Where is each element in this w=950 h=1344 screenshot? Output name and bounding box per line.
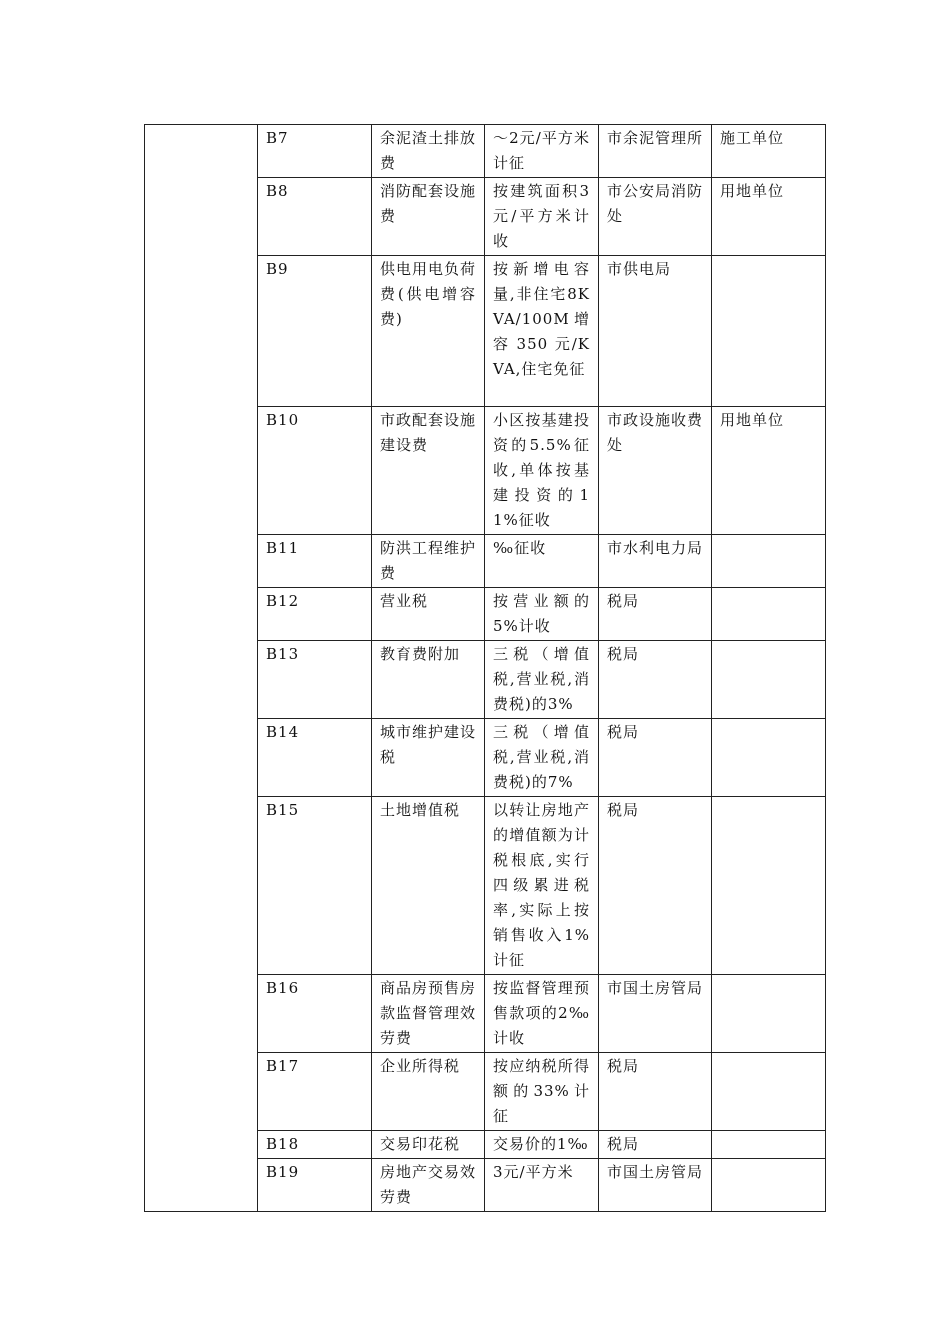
fee-code: B10: [258, 407, 372, 535]
collecting-department: 市国土房管局: [599, 975, 712, 1053]
payer: [712, 641, 826, 719]
fee-item: 余泥渣土排放费: [372, 125, 485, 178]
fee-table-body: [145, 125, 826, 1212]
fee-code: B8: [258, 178, 372, 256]
collecting-department: 税局: [599, 641, 712, 719]
fee-item: 消防配套设施费: [372, 178, 485, 256]
blank-category-cell: [145, 125, 258, 1212]
payer: [712, 1053, 826, 1131]
fee-item: 供电用电负荷费(供电增容费): [372, 256, 485, 407]
payer: [712, 535, 826, 588]
fee-item: 房地产交易效劳费: [372, 1159, 485, 1212]
fee-standard: 3元/平方米: [485, 1159, 599, 1212]
fee-standard: ～2元/平方米计征: [485, 125, 599, 178]
fee-standard: 交易价的1‰: [485, 1131, 599, 1159]
collecting-department: 市水利电力局: [599, 535, 712, 588]
fee-item: 商品房预售房款监督管理效劳费: [372, 975, 485, 1053]
fee-standard: 三税（增值税,营业税,消费税)的3%: [485, 641, 599, 719]
payer: 用地单位: [712, 407, 826, 535]
fee-item: 营业税: [372, 588, 485, 641]
collecting-department: 税局: [599, 719, 712, 797]
fee-code: B12: [258, 588, 372, 641]
fee-standard: 按监督管理预售款项的2‰计收: [485, 975, 599, 1053]
payer: [712, 975, 826, 1053]
fee-code: B17: [258, 1053, 372, 1131]
collecting-department: 市供电局: [599, 256, 712, 407]
collecting-department: 市公安局消防处: [599, 178, 712, 256]
payer: [712, 588, 826, 641]
payer: [712, 256, 826, 407]
collecting-department: 税局: [599, 1053, 712, 1131]
fee-standard: 按营业额的5%计收: [485, 588, 599, 641]
payer: 施工单位: [712, 125, 826, 178]
fee-item: 土地增值税: [372, 797, 485, 975]
fee-standard: 以转让房地产的增值额为计税根底,实行四级累进税率,实际上按销售收入1%计征: [485, 797, 599, 975]
payer: [712, 1131, 826, 1159]
fee-code: B13: [258, 641, 372, 719]
fee-standard: 按应纳税所得额的33%计征: [485, 1053, 599, 1131]
collecting-department: 市余泥管理所: [599, 125, 712, 178]
fee-item: 市政配套设施建设费: [372, 407, 485, 535]
collecting-department: 税局: [599, 797, 712, 975]
fee-code: B9: [258, 256, 372, 407]
fee-code: B18: [258, 1131, 372, 1159]
payer: [712, 1159, 826, 1212]
payer: 用地单位: [712, 178, 826, 256]
collecting-department: 市政设施收费处: [599, 407, 712, 535]
collecting-department: 市国土房管局: [599, 1159, 712, 1212]
fee-code: B7: [258, 125, 372, 178]
payer: [712, 797, 826, 975]
fee-code: B15: [258, 797, 372, 975]
fee-item: 企业所得税: [372, 1053, 485, 1131]
payer: [712, 719, 826, 797]
collecting-department: 税局: [599, 588, 712, 641]
fee-standard: 三税（增值税,营业税,消费税)的7%: [485, 719, 599, 797]
fee-item: 教育费附加: [372, 641, 485, 719]
fee-code: B19: [258, 1159, 372, 1212]
fee-code: B14: [258, 719, 372, 797]
collecting-department: 税局: [599, 1131, 712, 1159]
fee-item: 防洪工程维护费: [372, 535, 485, 588]
fee-table: [144, 124, 826, 1212]
fee-item: 交易印花税: [372, 1131, 485, 1159]
fee-code: B16: [258, 975, 372, 1053]
fee-standard: 按建筑面积3元/平方米计收: [485, 178, 599, 256]
table-row: [145, 125, 826, 178]
fee-item: 城市维护建设税: [372, 719, 485, 797]
fee-standard: 小区按基建投资的5.5%征收,单体按基建投资的11%征收: [485, 407, 599, 535]
fee-standard: ‰征收: [485, 535, 599, 588]
fee-code: B11: [258, 535, 372, 588]
fee-standard: 按新增电容量,非住宅8KVA/100M增容 350 元/KVA,住宅免征: [485, 256, 599, 407]
